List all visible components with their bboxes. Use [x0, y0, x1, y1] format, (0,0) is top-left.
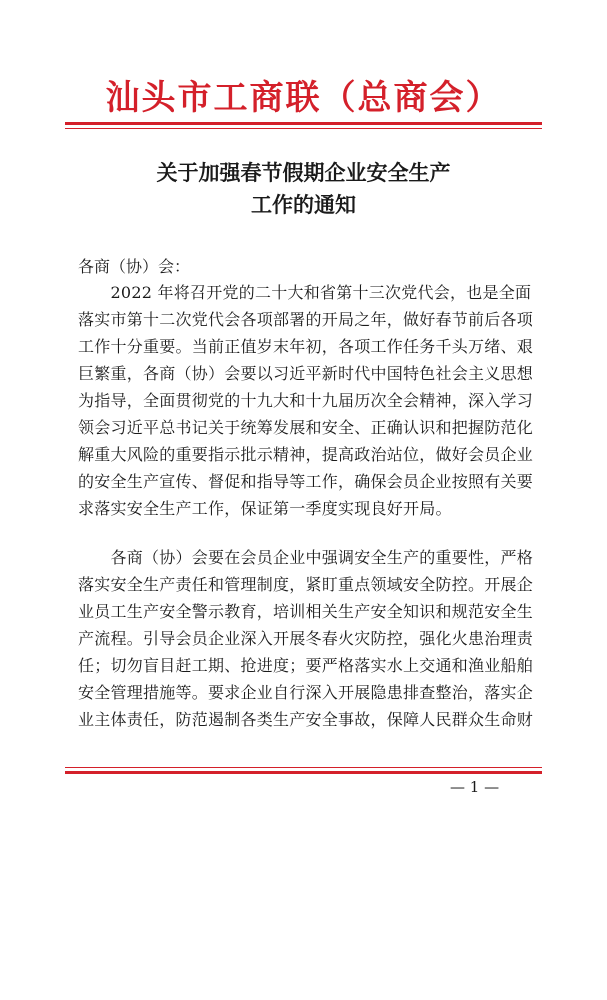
body-line: 落实市第十二次党代会各项部署的开局之年，做好春节前后各项	[78, 310, 534, 329]
organization-header: 汕头市工商联（总商会）	[105, 78, 502, 118]
body-line: 2022 年将召开党的二十大和省第十三次党代会，也是全面	[78, 283, 532, 302]
body-line: 业员工生产安全警示教育，培训相关生产安全知识和规范安全生	[78, 602, 534, 621]
body-line: 产流程。引导会员企业深入开展冬春火灾防控，强化火患治理责	[78, 629, 534, 648]
header-rule-thick	[65, 122, 542, 125]
salutation: 各商（协）会：	[78, 257, 191, 276]
body-line: 巨繁重，各商（协）会要以习近平新时代中国特色社会主义思想	[78, 364, 534, 383]
body-line: 为指导，全面贯彻党的十九大和十九届历次全会精神，深入学习	[78, 391, 534, 410]
body-line: 落实安全生产责任和管理制度，紧盯重点领域安全防控。开展企	[78, 575, 534, 594]
body-line: 安全管理措施等。要求企业自行深入开展隐患排查整治，落实企	[78, 683, 534, 702]
footer-rule-thick	[65, 771, 542, 774]
body-line: 解重大风险的重要指示批示精神，提高政治站位，做好会员企业	[78, 445, 534, 464]
body-line: 领会习近平总书记关于统筹发展和安全、正确认识和把握防范化	[78, 418, 534, 437]
body-line: 各商（协）会要在会员企业中强调安全生产的重要性，严格	[78, 548, 534, 567]
document-title-line-1: 关于加强春节假期企业安全生产	[156, 160, 451, 185]
document-title-line-2: 工作的通知	[251, 192, 356, 217]
body-line: 任；切勿盲目赶工期、抢进度；要严格落实水上交通和渔业船舶	[78, 656, 534, 675]
header-rule-thin	[65, 128, 542, 129]
footer-rule-thin	[65, 767, 542, 768]
page-number: — 1 —	[450, 778, 500, 796]
body-line: 工作十分重要。当前正值岁末年初，各项工作任务千头万绪、艰	[78, 337, 534, 356]
body-line: 业主体责任，防范遏制各类生产安全事故，保障人民群众生命财	[78, 710, 534, 729]
body-line: 的安全生产宣传、督促和指导等工作，确保会员企业按照有关要	[78, 472, 534, 491]
body-line: 求落实安全生产工作，保证第一季度实现良好开局。	[78, 499, 452, 518]
